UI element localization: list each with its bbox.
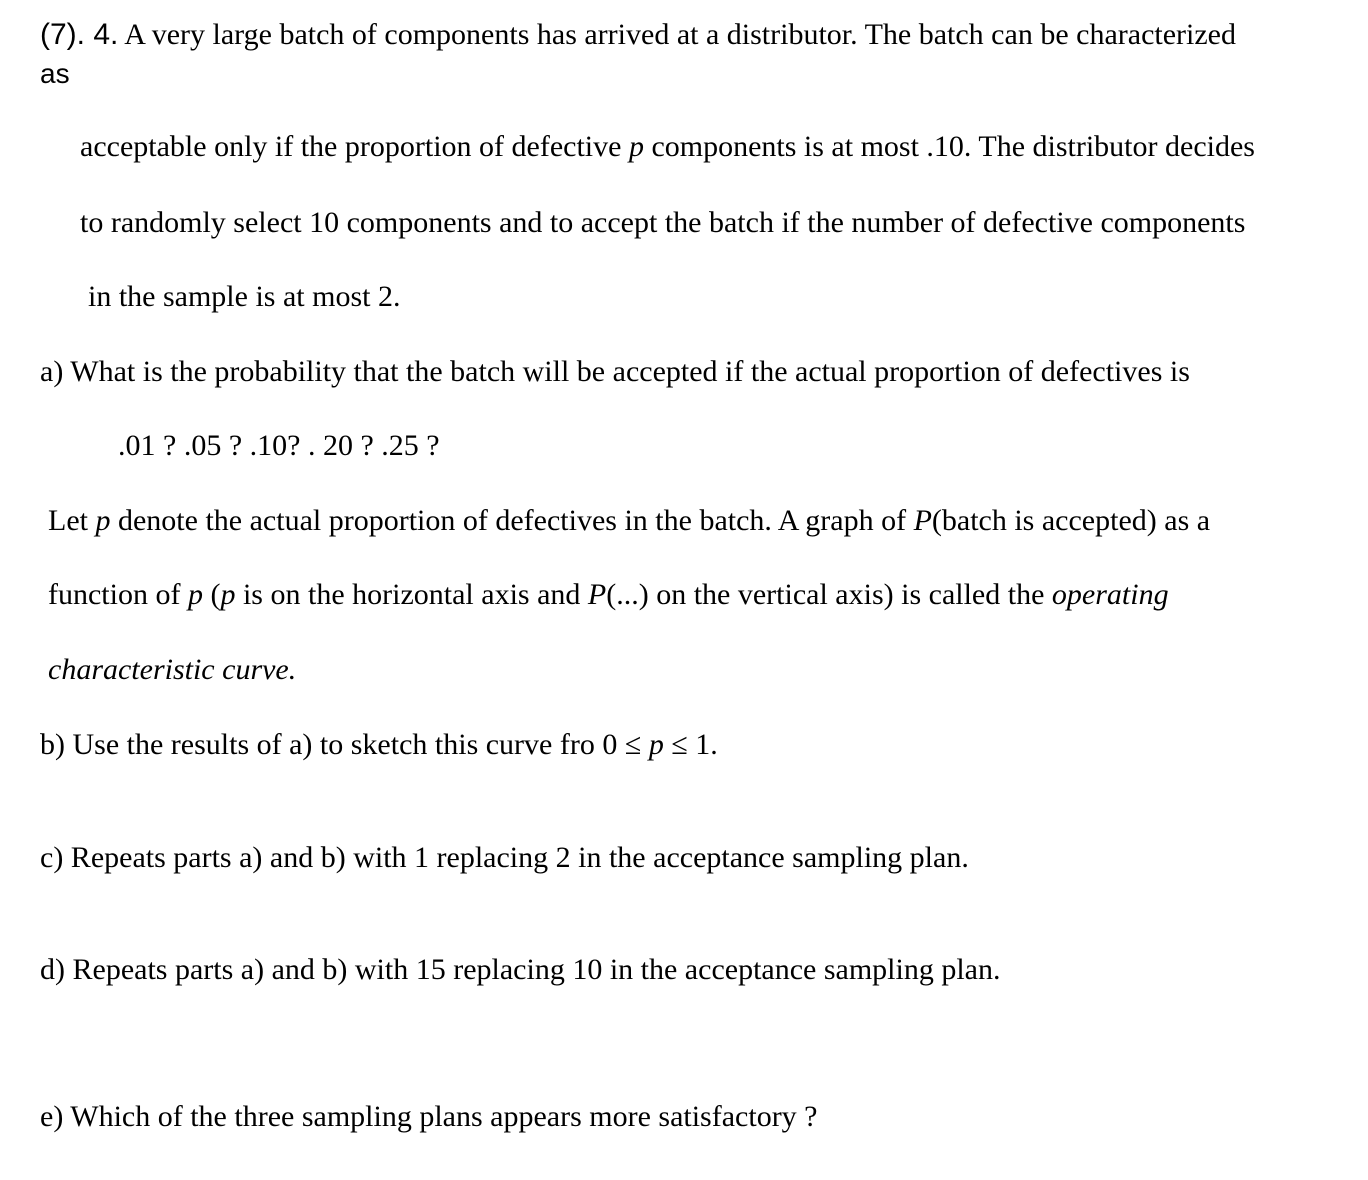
inequality-upper: ≤ 1. (663, 728, 718, 761)
definition-text: is on the horizontal axis and (235, 578, 588, 611)
intro-line-1 (80, 132, 1255, 162)
part-b-text: b) Use the results of a) to sketch this curve fro (40, 728, 603, 761)
part-c: c) Repeats parts a) and b) with 1 replacing 2 in the acceptance sampling plan. (40, 841, 969, 874)
definition-line-2 (48, 580, 1169, 610)
part-e: e) Which of the three sampling plans appears more satisfactory ? (40, 1100, 818, 1133)
problem-statement-continued: as (40, 58, 70, 89)
definition-text: (...) on the vertical axis) is called the (606, 578, 1052, 611)
term-operating: operating (1051, 578, 1169, 611)
intro-line-2: to randomly select 10 components and to accept the batch if the number of defective components (80, 206, 1246, 239)
intro-text-b: components is at most .10. The distributor decides (643, 130, 1255, 163)
part-a-question: a) What is the probability that the batch will be accepted if the actual proportion of defectives is (40, 355, 1190, 388)
variable-p: p (95, 504, 111, 537)
variable-P: P (913, 504, 932, 537)
variable-p: p (187, 578, 203, 611)
part-b (40, 730, 718, 760)
definition-text: Let (48, 504, 96, 537)
definition-text: denote the actual proportion of defectives in the batch. A graph of (110, 504, 914, 537)
problem-title-line (40, 20, 1236, 50)
definition-line-1 (48, 506, 1210, 536)
intro-text-a: acceptable only if the proportion of defective (80, 130, 629, 163)
variable-p: p (220, 578, 236, 611)
problem-number: (7). 4. (40, 18, 119, 51)
variable-P: P (587, 578, 607, 611)
intro-line-3: in the sample is at most 2. (88, 280, 401, 313)
term-characteristic-curve: characteristic curve. (48, 653, 297, 686)
definition-text: ( (202, 578, 221, 611)
variable-p: p (648, 728, 664, 761)
definition-text: (batch is accepted) as a (931, 504, 1211, 537)
inequality-lower: 0 ≤ (602, 728, 649, 761)
problem-statement: A very large batch of components has arrived at a distributor. The batch can be characterized (124, 18, 1236, 51)
variable-p: p (628, 130, 644, 163)
part-a-values: .01 ? .05 ? .10? . 20 ? .25 ? (118, 429, 440, 462)
definition-text: function of (48, 578, 188, 611)
part-d: d) Repeats parts a) and b) with 15 replacing 10 in the acceptance sampling plan. (40, 953, 1001, 986)
